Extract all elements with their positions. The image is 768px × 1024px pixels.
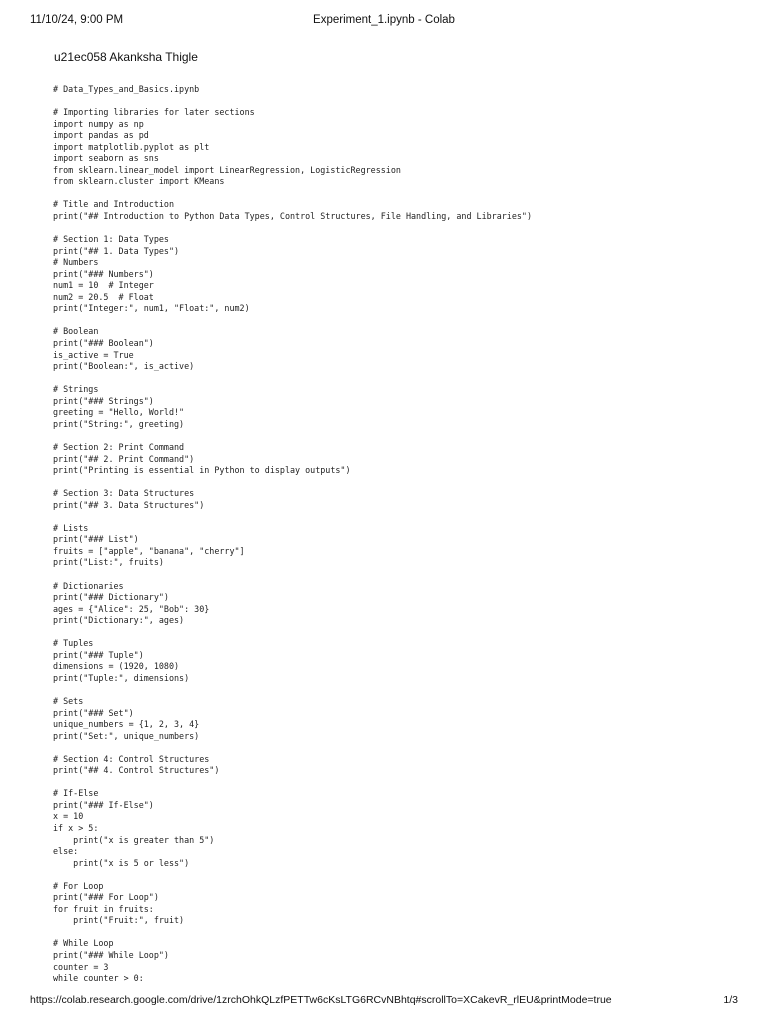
code-line: print("### List") [53, 534, 139, 545]
code-line: print("Fruit:", fruit) [53, 915, 185, 926]
code-line: print("### Numbers") [53, 268, 154, 279]
code-line: else: [53, 846, 79, 857]
code-line: # Section 1: Data Types [53, 234, 169, 245]
code-line: from sklearn.linear_model import LinearRegression, LogisticRegression [53, 164, 401, 175]
code-line: dimensions = (1920, 1080) [53, 661, 180, 672]
code-line: if x > 5: [53, 823, 99, 833]
code-line: print("### Strings") [53, 395, 154, 406]
code-line: print("### Set") [53, 707, 134, 718]
code-line: print("Set:", unique_numbers) [53, 730, 200, 741]
code-line [53, 777, 748, 789]
code-line [53, 188, 748, 200]
code-line: print("List:", fruits) [53, 557, 164, 568]
code-line: # Numbers [53, 257, 99, 268]
code-line: # Data_Types_and_Basics.ipynb [53, 84, 200, 94]
code-line: # Tuples [53, 638, 94, 649]
code-line: print("Dictionary:", ages) [53, 615, 185, 626]
code-line [53, 477, 748, 489]
code-line: from sklearn.cluster import KMeans [53, 176, 225, 187]
code-line: print("x is greater than 5") [53, 834, 215, 845]
code-line [53, 96, 748, 108]
code-line: # Lists [53, 522, 89, 533]
code-line: print("## Introduction to Python Data Types, Control Structures, File Handling, and Libraries") [53, 211, 533, 222]
code-line: import numpy as np [53, 118, 144, 129]
code-line: # Importing libraries for later sections [53, 107, 255, 118]
code-line [53, 430, 748, 442]
code-line: # For Loop [53, 880, 104, 891]
code-line: print("## 3. Data Structures") [53, 499, 205, 510]
code-line: is_active = True [53, 349, 134, 360]
code-block [53, 84, 748, 990]
code-line [53, 927, 748, 939]
code-line: # Dictionaries [53, 580, 124, 591]
code-line: print("### Dictionary") [53, 592, 169, 603]
code-line: print("x is 5 or less") [53, 857, 190, 868]
code-line [53, 223, 748, 235]
code-line: while counter > 0: [53, 973, 144, 984]
code-line: unique_numbers = {1, 2, 3, 4} [53, 719, 200, 730]
code-line: # Sets [53, 695, 84, 706]
code-line: for fruit in fruits: [53, 903, 154, 914]
code-line: # Section 2: Print Command [53, 441, 185, 452]
code-line: # Strings [53, 384, 99, 395]
code-line: import matplotlib.pyplot as plt [53, 141, 210, 152]
print-footer [30, 994, 738, 1008]
document-title: Experiment_1.ipynb - Colab [313, 14, 455, 26]
code-line [53, 569, 748, 581]
code-line [53, 511, 748, 523]
print-header [30, 14, 738, 32]
code-line: num1 = 10 # Integer [53, 280, 154, 291]
page-url: https://colab.research.google.com/drive/1zrchOhkQLzfPETTw6cKsLTG6RCvNBhtq#scrollTo=XCakevR_rlEU&printMode=true [30, 994, 612, 1006]
code-line: print("### While Loop") [53, 950, 169, 961]
code-line: print("Boolean:", is_active) [53, 361, 195, 372]
code-line: fruits = ["apple", "banana", "cherry"] [53, 545, 245, 556]
code-line [53, 627, 748, 639]
code-line [53, 742, 748, 754]
code-line: print("Printing is essential in Python to display outputs") [53, 465, 351, 476]
code-line: print("String:", greeting) [53, 418, 185, 429]
code-line [53, 373, 748, 385]
code-line: import seaborn as sns [53, 153, 159, 164]
author-line: u21ec058 Akanksha Thigle [54, 50, 198, 64]
code-line: # While Loop [53, 938, 114, 949]
code-line: print("### If-Else") [53, 799, 154, 810]
code-line: print("### Boolean") [53, 338, 154, 349]
page-number: 1/3 [723, 994, 738, 1006]
code-line: # Boolean [53, 326, 99, 337]
code-line: greeting = "Hello, World!" [53, 407, 185, 418]
code-line: counter = 3 [53, 961, 109, 972]
code-line: print("### For Loop") [53, 892, 159, 903]
code-line: print("## 1. Data Types") [53, 245, 180, 256]
code-line: # Title and Introduction [53, 199, 175, 210]
print-datetime: 11/10/24, 9:00 PM [30, 14, 124, 26]
code-line: print("### Tuple") [53, 649, 144, 660]
code-line: ages = {"Alice": 25, "Bob": 30} [53, 603, 210, 614]
code-line: # Section 4: Control Structures [53, 753, 210, 764]
code-line: print("Tuple:", dimensions) [53, 672, 190, 683]
code-line: print("Integer:", num1, "Float:", num2) [53, 303, 250, 314]
code-line: import pandas as pd [53, 130, 149, 141]
code-line: x = 10 [53, 811, 84, 822]
code-line: # Section 3: Data Structures [53, 488, 195, 499]
code-line: print("## 4. Control Structures") [53, 765, 220, 776]
code-line [53, 869, 748, 881]
code-line: print("## 2. Print Command") [53, 453, 195, 464]
code-line: # If-Else [53, 788, 99, 799]
code-line [53, 684, 748, 696]
code-line [53, 315, 748, 327]
code-line: num2 = 20.5 # Float [53, 291, 154, 302]
